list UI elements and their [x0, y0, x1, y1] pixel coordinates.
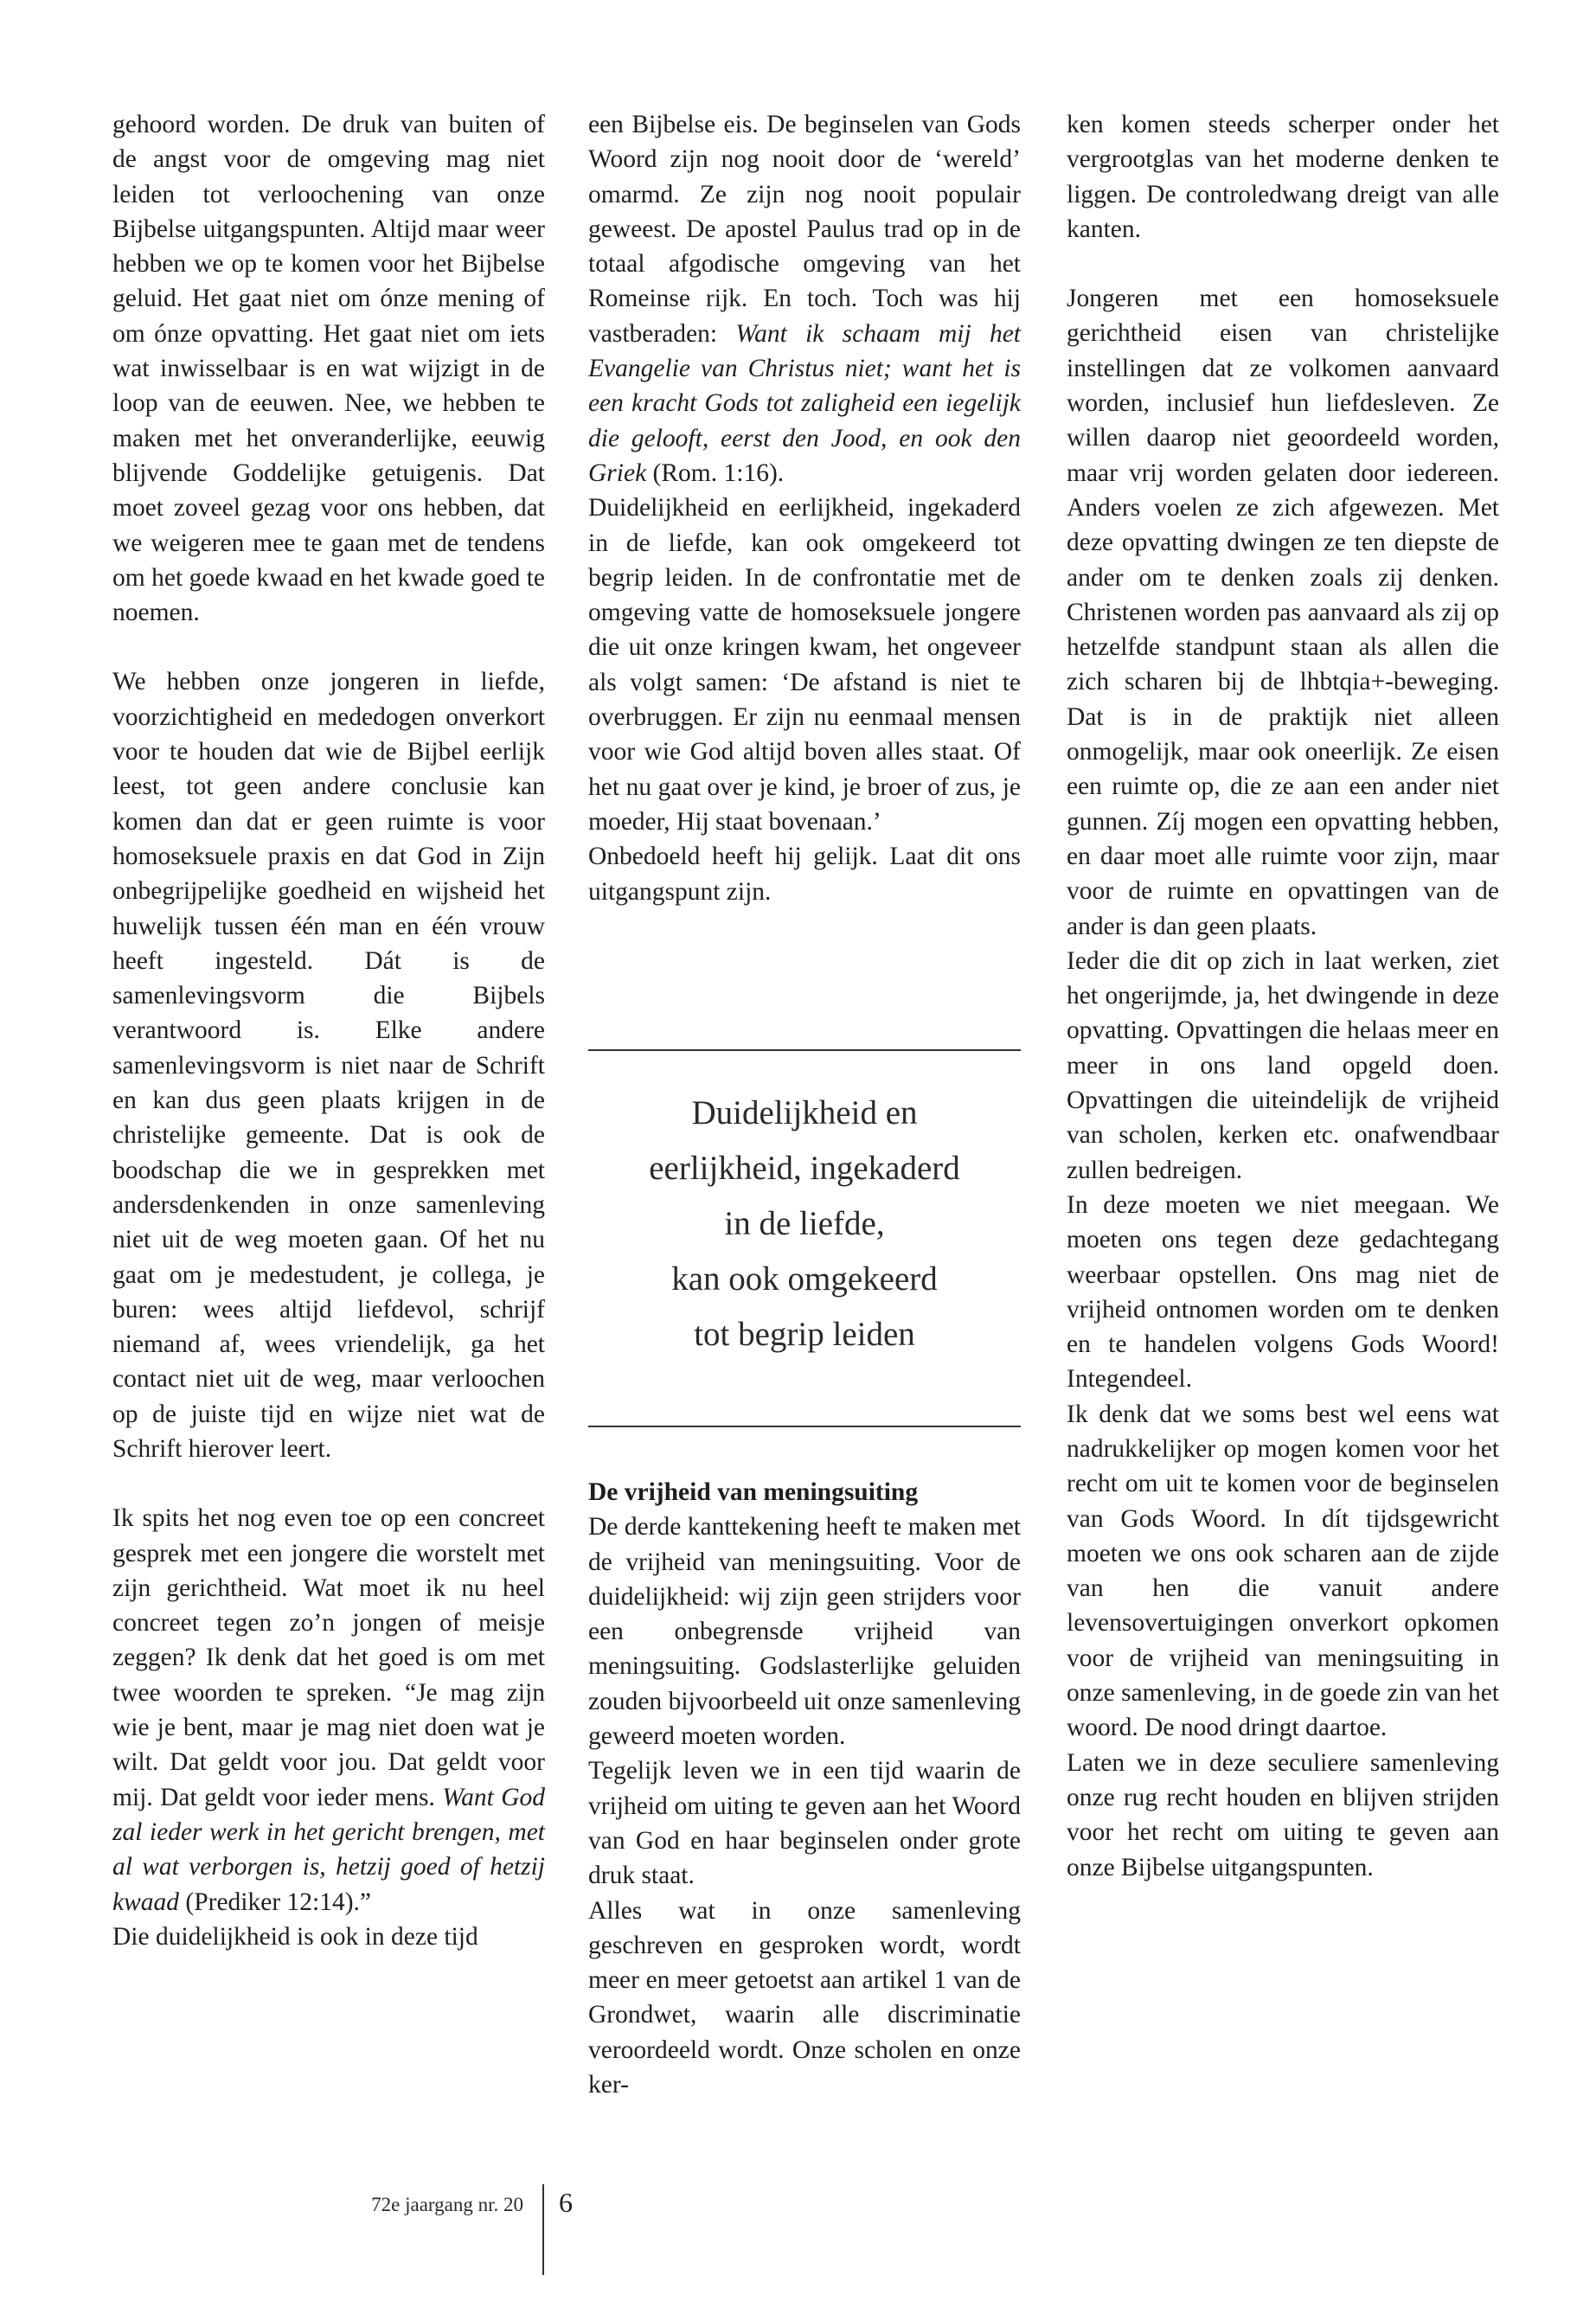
paragraph: [588, 107, 1021, 490]
pull-quote-rule-bottom: [588, 1426, 1021, 1427]
article-column-2-continued: [588, 1475, 1021, 2102]
paragraph: We hebben onze jongeren in liefde, voorzichtigheid en mededogen onverkort voor te houden dat wie de Bijbel eerlijk leest, tot geen andere conclusie kan komen dan dat er geen ruimte is voor homoseksuele praxis en dat God in Zijn onbegrijpelijke goedheid en wijsheid het huwelijk tussen één man en één vrouw heeft ingesteld. Dát is de samenlevingsvorm die Bijbels verantwoord is. Elke andere samenlevingsvorm is niet naar de Schrift en kan dus geen plaats krijgen in de christelijke gemeente. Dat is ook de boodschap die we in gesprekken met andersdenkenden in onze samenleving niet uit de weg moeten gaan. Of het nu gaat om je medestudent, je collega, je buren: wees altijd liefdevol, schrijf niemand af, wees vriendelijk, ga het contact niet uit de weg, maar verloochen op de juiste tijd en wijze niet wat de Schrift hierover leert.: [112, 668, 545, 1463]
page-number: 6: [559, 2187, 573, 2218]
scripture-reference: (Prediker 12:14).”: [179, 1888, 372, 1916]
paragraph: Tegelijk leven we in een tijd waarin de vrijheid om uiting te geven aan het Woord van God en haar beginselen onder grote druk staat.: [588, 1757, 1021, 1890]
paragraph: [112, 1501, 545, 1920]
footer-issue-info: 72e jaargang nr. 20: [371, 2194, 523, 2215]
paragraph: ken komen steeds scherper onder het vergrootglas van het moderne denken te liggen. De controledwang dreigt van alle kanten.: [1067, 111, 1499, 243]
paragraph: Ieder die dit op zich in laat werken, ziet het ongerijmde, ja, het dwingende in deze opvatting. Opvattingen die helaas meer en meer in ons land opgeld doen. Opvattingen die uiteindelijk de vrijheid van scholen, kerken etc. onafwendbaar zullen bedreigen.: [1067, 946, 1499, 1184]
paragraph: De derde kanttekening heeft te maken met de vrijheid van meningsuiting. Voor de duidelijkheid: wij zijn geen strijders voor een onbegrensde vrijheid van meningsuiting. Godslasterlijke geluiden zouden bijvoorbeeld uit onze samenleving geweerd moeten worden.: [588, 1513, 1021, 1751]
scripture-quote: Want God zal ieder werk in het gericht brengen, met al wat verborgen is, hetzij goed of hetzij kwaad: [112, 1783, 545, 1916]
pull-quote-rule-top: [588, 1049, 1021, 1051]
pull-quote-line: tot begrip leiden: [694, 1316, 915, 1353]
scripture-quote: Want ik schaam mij het Evangelie van Christus niet; want het is een kracht Gods tot zaligheid een iegelijk die gelooft, eerst den Jood, en ook den Griek: [588, 319, 1021, 487]
paragraph: Onbedoeld heeft hij gelijk. Laat dit ons uitgangspunt zijn.: [588, 843, 1021, 906]
pull-quote-line: eerlijkheid, ingekaderd: [649, 1150, 960, 1187]
pull-quote-line: in de liefde,: [724, 1205, 885, 1242]
paragraph: Duidelijkheid en eerlijkheid, ingekaderd in de liefde, kan ook omgekeerd tot begrip leiden. In de confrontatie met de omgeving vatte de homoseksuele jongere die uit onze kringen kwam, het ongeveer als volgt samen: ‘De afstand is niet te overbruggen. Er zijn nu eenmaal mensen voor wie God altijd boven alles staat. Of het nu gaat over je kind, je broer of zus, je moeder, Hij staat bovenaan.’: [588, 494, 1021, 836]
paragraph: Jongeren met een homoseksuele gerichtheid eisen van christelijke instellingen dat ze volkomen aanvaard worden, inclusief hun liefdesleven. Ze willen daarop niet geoordeeld worden, maar vrij worden gelaten door iedereen. Anders voelen ze zich afgewezen. Met deze opvatting dwingen ze ten diepste de ander om te denken zoals zij denken. Christenen worden pas aanvaard als zij op hetzelfde standpunt staan als allen die zich scharen bij de lhbtqia+-beweging. Dat is in de praktijk niet alleen onmogelijk, maar ook oneerlijk. Ze eisen een ruimte op, die ze aan een ander niet gunnen. Zíj mogen een opvatting hebben, en daar moet alle ruimte voor zijn, maar voor de ruimte en opvattingen van de ander is dan geen plaats.: [1067, 285, 1499, 940]
paragraph: Die duidelijkheid is ook in deze tijd: [112, 1922, 478, 1951]
scripture-reference: (Rom. 1:16).: [646, 458, 785, 487]
article-column-2: [588, 107, 1021, 909]
paragraph: Alles wat in onze samenleving geschreven en gesproken wordt, wordt meer en meer getoetst aan artikel 1 van de Grondwet, waarin alle discriminatie veroordeeld wordt. Onze scholen en onze ker-: [588, 1896, 1021, 2099]
footer-divider: [542, 2184, 544, 2275]
article-column-1: [112, 107, 545, 1954]
article-column-3: [1067, 107, 1499, 1885]
paragraph: In deze moeten we niet meegaan. We moeten ons tegen deze gedachtegang weerbaar opstellen. Ons mag niet de vrijheid ontnomen worden om te denken en te handelen volgens Gods Woord! Integendeel.: [1067, 1190, 1499, 1394]
paragraph: Ik denk dat we soms best wel eens wat nadrukkelijker op mogen komen voor het recht om uit te komen voor de beginselen van Gods Woord. In dít tijdsgewricht moeten we ons ook scharen aan de zijde van hen die vanuit andere levensovertuigingen onverkort opkomen voor de vrijheid van meningsuiting in onze samenleving, in de goede zin van het woord. De nood dringt daartoe.: [1067, 1400, 1499, 1742]
paragraph-text: een Bijbelse eis. De beginselen van Gods Woord zijn nog nooit door de ‘wereld’ omarmd. Ze zijn nog nooit populair geweest. De apostel Paulus trad op in de totaal afgodische omgeving van het Romeinse rijk. En toch. Toch was hij vastberaden:: [588, 111, 1021, 348]
pull-quote-line: Duidelijkheid en: [691, 1094, 918, 1131]
paragraph-text: Ik spits het nog even toe op een concreet gesprek met een jongere die worstelt met zijn gerichtheid. Wat moet ik nu heel concreet tegen zo’n jongen of meisje zeggen? Ik denk dat het goed is om met twee woorden te spreken. “Je mag zijn wie je bent, maar je mag niet doen wat je wilt. Dat geldt voor jou. Dat geldt voor mij. Dat geldt voor ieder mens.: [112, 1504, 545, 1811]
section-heading: De vrijheid van meningsuiting: [588, 1478, 919, 1506]
pull-quote: [588, 1086, 1021, 1362]
pull-quote-line: kan ook omgekeerd: [671, 1260, 938, 1298]
paragraph: gehoord worden. De druk van buiten of de angst voor de omgeving mag niet leiden tot verloochening van onze Bijbelse uitgangspunten. Altijd maar weer hebben we op te komen voor het Bijbelse geluid. Het gaat niet om ónze mening of om ónze opvatting. Het gaat niet om iets wat inwisselbaar is en wat wijzigt in de loop van de eeuwen. Nee, we hebben te maken met het onveranderlijke, eeuwig blijvende Goddelijke getuigenis. Dat moet zoveel gezag voor ons hebben, dat we weigeren mee te gaan met de tendens om het goede kwaad en het kwade goed te noemen.: [112, 111, 545, 627]
paragraph: Laten we in deze seculiere samenleving onze rug recht houden en blijven strijden voor het recht om uiting te geven aan onze Bijbelse uitgangspunten.: [1067, 1748, 1499, 1881]
